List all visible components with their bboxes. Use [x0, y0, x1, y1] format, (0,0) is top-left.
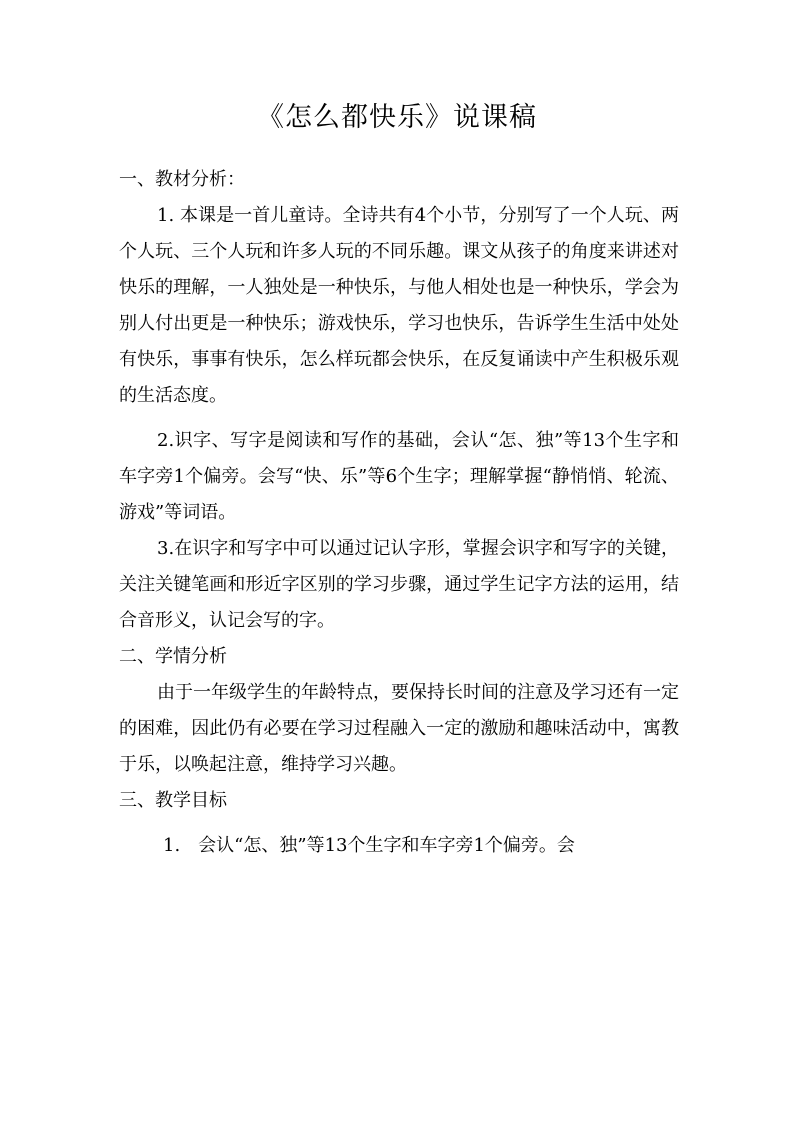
paragraph-3: 3.在识字和写字中可以通过记认字形，掌握会识字和写字的关键，关注关键笔画和形近字区别的学习步骤，通过学生记字方法的运用，结合音形义，认记会写的字。 [119, 538, 679, 631]
goal-item-1: 1. 会认“怎、独”等13个生字和车字旁1个偏旁。会 [163, 835, 575, 856]
paragraph-1: 1. 本课是一首儿童诗。全诗共有4个小节，分别写了一个人玩、两个人玩、三个人玩和许多人玩的不同乐趣。课文从孩子的角度来讲述对快乐的理解，一人独处是一种快乐，与他人相处也是一种快乐，学会为别人付出更是一种快乐；游戏快乐，学习也快乐，告诉学生生活中处处有快乐，事事有快乐，怎么样玩都会快乐，在反复诵读中产生积极乐观的生活态度。 [119, 205, 679, 406]
document-title: 《怎么都快乐》说课稿 [257, 102, 537, 133]
paragraph-4: 由于一年级学生的年龄特点，要保持长时间的注意及学习还有一定的困难，因此仍有必要在学习过程融入一定的激励和趣味活动中，寓教于乐，以唤起注意，维持学习兴趣。 [119, 682, 679, 775]
document-body [119, 162, 679, 864]
section-heading-teaching-goals: 三、教学目标 [119, 790, 227, 811]
paragraph-gap [119, 414, 679, 423]
section-heading-textbook-analysis: 一、教材分析： [119, 169, 245, 190]
paragraph-gap [119, 819, 679, 828]
paragraph-2: 2.识字、写字是阅读和写作的基础，会认“怎、独”等13个生字和车字旁1个偏旁。会写“快、乐”等6个生字；理解掌握“静悄悄、轮流、游戏”等词语。 [119, 430, 679, 523]
section-heading-learner-analysis: 二、学情分析 [119, 646, 227, 667]
